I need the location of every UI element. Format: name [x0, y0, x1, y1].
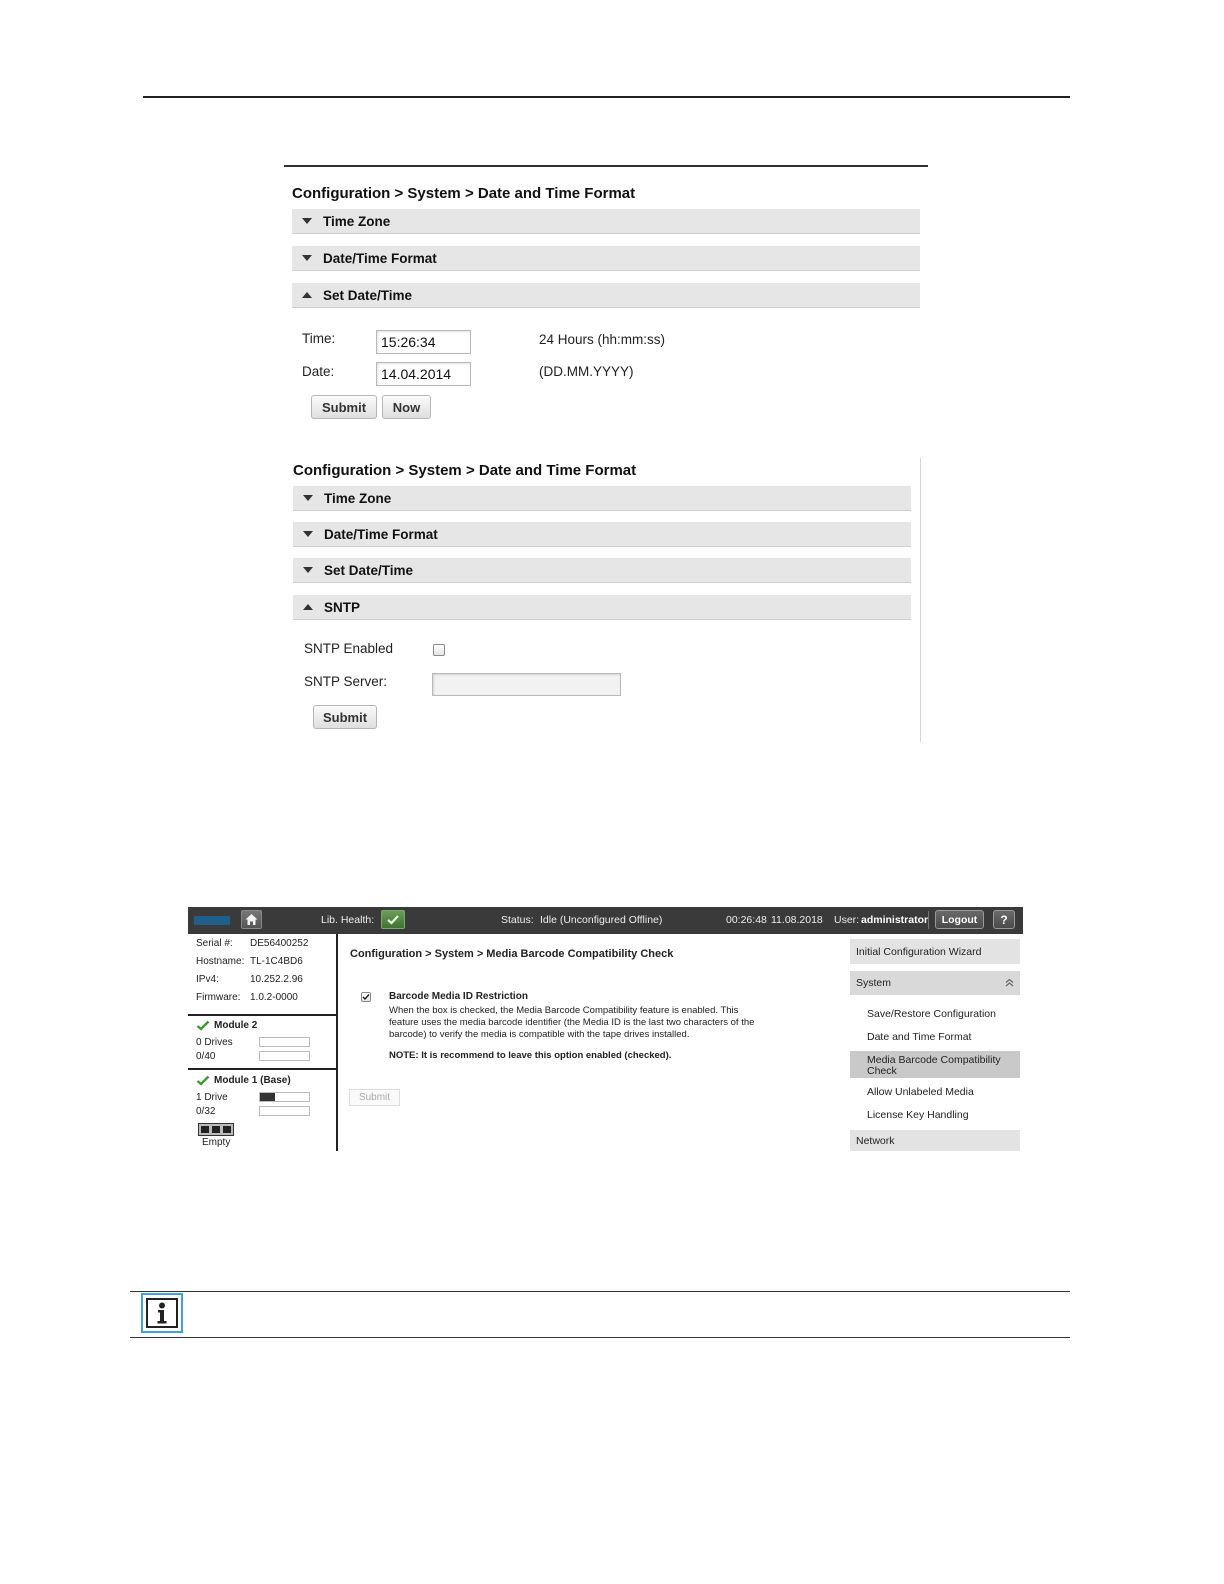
nav-item-date-and-time-format[interactable] [850, 1032, 1020, 1043]
time-format-hint: 24 Hours (hh:mm:ss) [539, 332, 666, 347]
nav-label: System [856, 977, 892, 989]
collapse-arrow-icon [302, 292, 312, 298]
lib-health-label: Lib. Health: [321, 914, 375, 926]
date-label: Date: [302, 364, 335, 379]
clock-time: 00:26:48 [726, 914, 767, 926]
drives-bar-fill [260, 1093, 275, 1101]
nav-item-media-barcode-compatibility-check[interactable] [850, 1051, 1020, 1078]
checkmark-icon [362, 993, 370, 1001]
info-glyph-icon [148, 1300, 176, 1326]
section-time-zone[interactable] [292, 209, 920, 234]
check-icon [196, 1075, 210, 1086]
date-input[interactable] [376, 362, 471, 386]
status-label: Status: [501, 914, 534, 926]
module-drives: 1 Drive [196, 1092, 228, 1103]
figure-top-rule [284, 165, 928, 167]
expand-arrow-icon [302, 218, 312, 224]
page-header-rule [143, 96, 1070, 98]
user-label: User: [834, 914, 860, 926]
now-button[interactable]: Now [382, 395, 431, 419]
nav-label: Network [856, 1134, 895, 1147]
logout-button[interactable]: Logout [935, 910, 984, 929]
collapse-arrow-icon [303, 604, 313, 610]
library-info-pane [188, 934, 338, 1151]
clock-date: 11.08.2018 [771, 914, 823, 926]
firmware-value: 1.0.2-0000 [250, 992, 298, 1003]
config-nav-pane [848, 934, 1023, 1151]
help-button[interactable]: ? [993, 910, 1015, 929]
sntp-enabled-label: SNTP Enabled [304, 641, 394, 656]
nav-initial-configuration-wizard[interactable] [850, 939, 1020, 964]
barcode-media-id-checkbox[interactable] [361, 992, 371, 1002]
drives-bar [259, 1092, 310, 1102]
sntp-server-input[interactable] [432, 673, 621, 696]
section-label: Date/Time Format [324, 526, 438, 542]
collapse-chevrons-icon [1005, 978, 1014, 987]
firmware-label: Firmware: [196, 992, 241, 1003]
sntp-server-label: SNTP Server: [304, 674, 388, 689]
nav-label: Date and Time Format [867, 1031, 972, 1043]
hostname-label: Hostname: [196, 956, 245, 967]
section-date-time-format[interactable] [293, 522, 911, 547]
toolbar-separator [928, 911, 929, 929]
module-slots: 0/40 [196, 1051, 216, 1062]
section-set-date-time[interactable] [293, 558, 911, 583]
ipv4-label: IPv4: [196, 974, 219, 985]
library-web-ui [188, 907, 1023, 1151]
info-box-bottom-rule [130, 1337, 1070, 1338]
module-name[interactable]: Module 1 (Base) [214, 1075, 291, 1086]
top-status-bar [188, 907, 1023, 934]
user-name: administrator [861, 914, 929, 926]
module-drives: 0 Drives [196, 1037, 233, 1048]
check-icon [382, 911, 404, 928]
tape-drive-icon[interactable] [198, 1123, 234, 1136]
slots-bar [259, 1051, 310, 1061]
brand-logo-icon [194, 916, 230, 925]
section-label: Time Zone [323, 213, 391, 229]
section-set-date-time[interactable] [292, 283, 920, 308]
status-value: Idle (Unconfigured Offline) [540, 914, 663, 926]
module-name[interactable]: Module 2 [214, 1020, 258, 1031]
sntp-enabled-checkbox[interactable] [433, 644, 445, 656]
info-icon [141, 1293, 183, 1333]
breadcrumb: Configuration > System > Date and Time Format [292, 185, 636, 202]
option-description-line: barcode) to verify the media is compatible with the tape drives installed. [389, 1029, 690, 1040]
nav-item-save-restore-configuration[interactable] [850, 1009, 1020, 1020]
module-divider [188, 1068, 336, 1070]
nav-label: Initial Configuration Wizard [856, 945, 982, 958]
section-label: Time Zone [324, 490, 392, 506]
nav-system[interactable] [850, 971, 1020, 995]
nav-label: License Key Handling [867, 1109, 969, 1121]
expand-arrow-icon [303, 495, 313, 501]
option-title: Barcode Media ID Restriction [389, 991, 528, 1002]
option-note: NOTE: It is recommend to leave this option enabled (checked). [389, 1050, 672, 1061]
expand-arrow-icon [303, 531, 313, 537]
nav-label: Allow Unlabeled Media [867, 1086, 974, 1098]
nav-network[interactable] [850, 1130, 1020, 1151]
lib-health-status[interactable] [381, 910, 405, 929]
nav-item-license-key-handling[interactable] [850, 1110, 1020, 1121]
info-box-top-rule [130, 1291, 1070, 1292]
panel-divider [920, 458, 921, 742]
info-icon-frame [146, 1298, 178, 1328]
nav-label: Save/Restore Configuration [867, 1008, 996, 1020]
check-icon [196, 1020, 210, 1031]
section-label: Set Date/Time [324, 562, 414, 578]
submit-button[interactable]: Submit [349, 1089, 400, 1106]
ipv4-value: 10.252.2.96 [250, 974, 303, 985]
section-label: Date/Time Format [323, 250, 437, 266]
expand-arrow-icon [302, 255, 312, 261]
drive-status-label: Empty [202, 1137, 231, 1148]
home-icon [242, 911, 261, 928]
expand-arrow-icon [303, 567, 313, 573]
date-format-hint: (DD.MM.YYYY) [539, 364, 634, 379]
home-button[interactable] [241, 910, 262, 929]
serial-value: DE56400252 [250, 938, 309, 949]
option-description-line: When the box is checked, the Media Barcode Compatibility feature is enabled. This [389, 1005, 739, 1016]
time-input[interactable] [376, 330, 471, 354]
submit-button[interactable]: Submit [313, 705, 377, 729]
breadcrumb: Configuration > System > Date and Time Format [293, 462, 637, 479]
section-label: SNTP [324, 599, 361, 615]
section-date-time-format[interactable] [292, 246, 920, 271]
section-time-zone[interactable] [293, 486, 911, 511]
section-sntp[interactable] [293, 595, 911, 620]
submit-button[interactable]: Submit [311, 395, 377, 419]
serial-label: Serial #: [196, 938, 233, 949]
nav-item-allow-unlabeled-media[interactable] [850, 1087, 1020, 1098]
section-label: Set Date/Time [323, 287, 413, 303]
module-divider [188, 1014, 336, 1016]
time-label: Time: [302, 331, 336, 346]
option-description-line: feature uses the media barcode identifier (the Media ID is the last two characters of the [389, 1017, 755, 1028]
breadcrumb: Configuration > System > Media Barcode Compatibility Check [350, 948, 674, 960]
nav-label: Media Barcode Compatibility [867, 1054, 1001, 1066]
drives-bar [259, 1037, 310, 1047]
module-slots: 0/32 [196, 1106, 216, 1117]
nav-label: Check [867, 1065, 897, 1077]
hostname-value: TL-1C4BD6 [250, 956, 303, 967]
slots-bar [259, 1106, 310, 1116]
